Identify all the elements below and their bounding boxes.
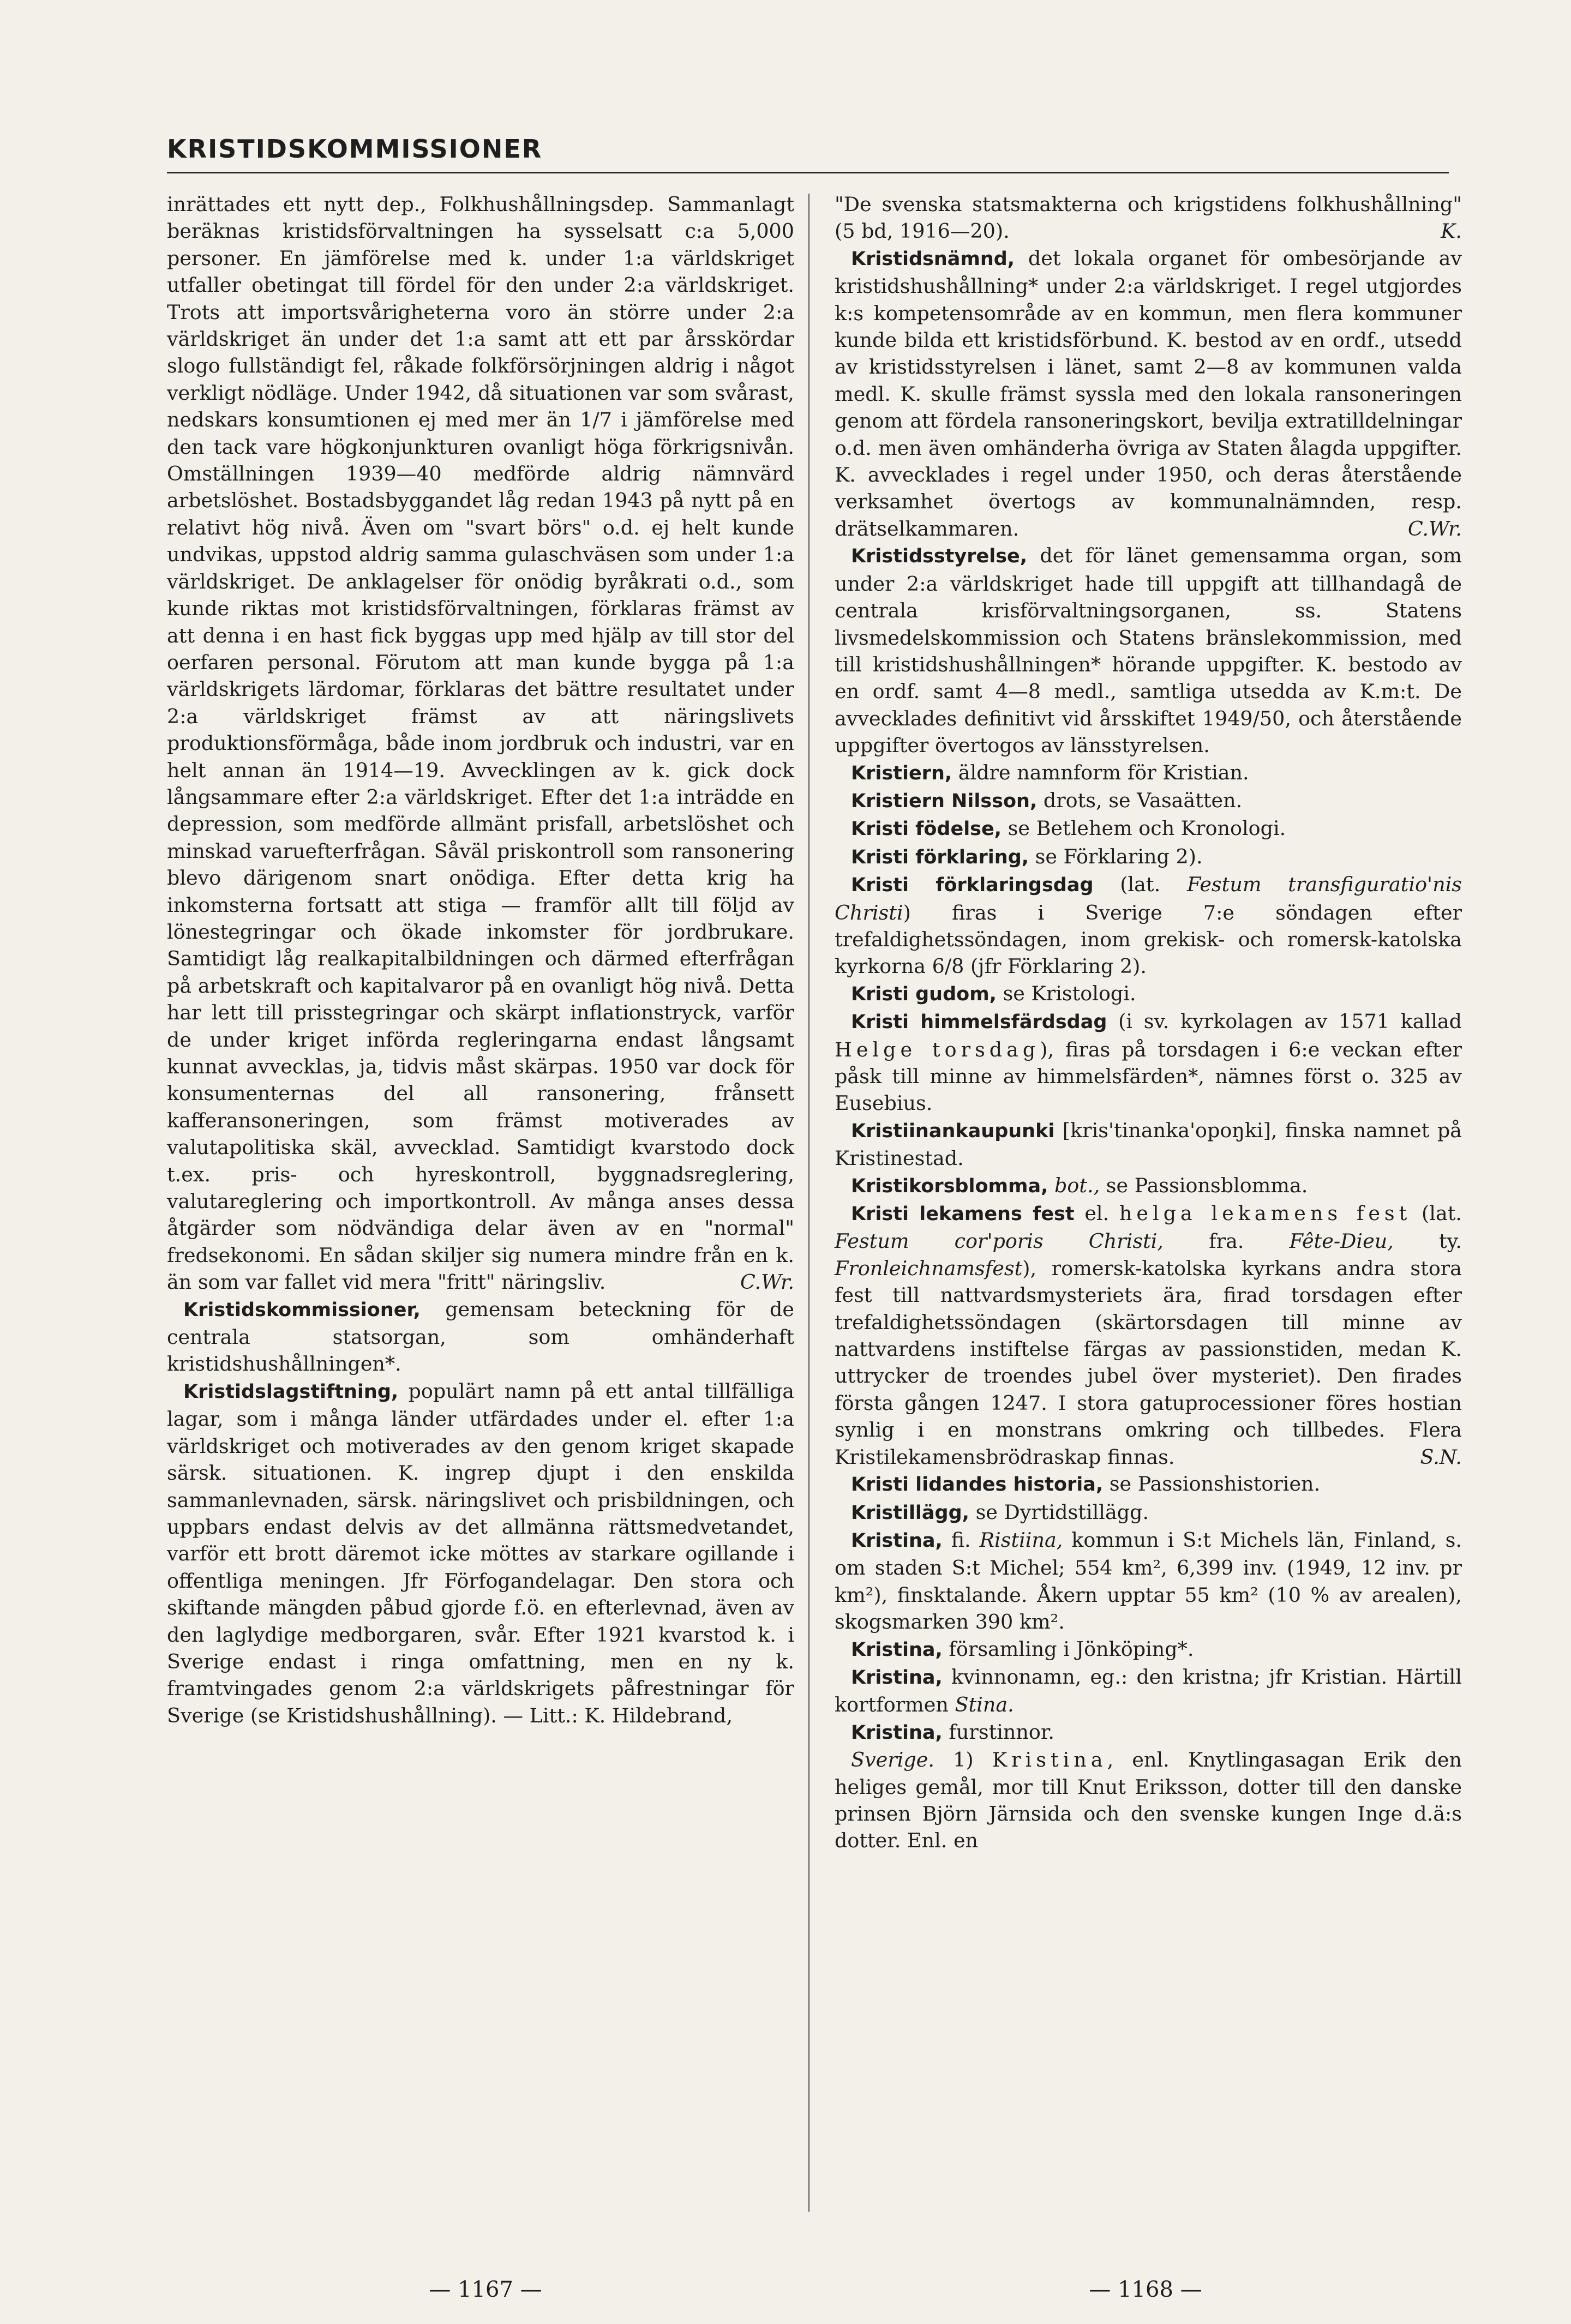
headword: Kristiinankaupunki: [851, 1120, 1055, 1142]
entry-kristiern-nilsson: [835, 787, 1462, 815]
entry-text: kommun i S:t Michels län, Finland, s. om staden S:t Michel; 554 km², 6,399 inv. (1949, 12 inv. pr km²), finsktalande. Åkern upptar 55 km² (10 % av arealen), skogsmarken 390 km².: [835, 1528, 1462, 1634]
entry-kristina-kommun: [835, 1527, 1462, 1636]
entry-text: se Betlehem och Kronologi.: [1002, 816, 1286, 840]
headword: Kristiern Nilsson,: [851, 790, 1038, 812]
headword: Kristi lekamens fest: [851, 1203, 1075, 1226]
entry-kristidskommissioner: [167, 1296, 794, 1378]
body-text: "De svenska statsmakterna och krigstidens folkhushållning" (5 bd, 1916—20).: [835, 193, 1462, 243]
entry-text: äldre namnform för Kristian.: [952, 760, 1249, 784]
entry-kristina-furstinnor: [835, 1719, 1462, 1746]
entry-kristikorsblomma: [835, 1172, 1462, 1200]
headword: Kristiern,: [851, 762, 952, 784]
entry-kristillagg: [835, 1499, 1462, 1527]
headword: Kristillägg,: [851, 1502, 969, 1524]
entry-text: fra.: [1164, 1229, 1290, 1253]
entry-text: ) firas i Sverige 7:e söndagen efter trefaldighetssöndagen, inom grekisk- och romersk-katolska kyrkorna 6/8 (jfr Förklaring 2).: [835, 900, 1462, 978]
headword: Kristina,: [851, 1666, 943, 1689]
headword: Kristidslagstiftning,: [183, 1380, 399, 1403]
spaced-term: helga lekamens fest: [1119, 1202, 1412, 1226]
column-divider: [808, 194, 810, 2212]
entry-text: gemensam beteckning för de centrala statsorgan, som omhänderhaft kristidshushållningen*.: [167, 1297, 794, 1376]
entry-text: se Kristologi.: [996, 981, 1136, 1005]
spaced-term: Kristina: [992, 1748, 1107, 1772]
entry-kristi-lekamens-fest: [835, 1200, 1462, 1470]
headword: Kristi förklaringsdag: [851, 874, 1094, 897]
headword: Kristi himmelsfärdsdag: [851, 1011, 1107, 1034]
entry-kristidsstyrelse: [835, 542, 1462, 759]
entry-kristina-forsamling: [835, 1636, 1462, 1664]
abbreviation: bot.,: [1048, 1173, 1100, 1197]
entry-text: drots, se Vasaätten.: [1037, 788, 1243, 812]
headword: Kristina,: [851, 1529, 943, 1552]
entry-text: furstinnor.: [942, 1720, 1054, 1744]
page-number-right: — 1168 —: [1089, 2277, 1202, 2302]
entry-kristiern: [835, 759, 1462, 787]
entry-text: kvinnonamn, eg.: den kristna; jfr Kristian. Härtill kortformen: [835, 1665, 1462, 1717]
entry-kristi-forklaringsdag: [835, 871, 1462, 980]
continued-paragraph: [167, 191, 794, 1296]
headword: Kristidskommissioner,: [183, 1299, 421, 1321]
entry-kristi-gudom: [835, 980, 1462, 1008]
entry-text: församling i Jönköping*.: [942, 1637, 1194, 1661]
headword: Kristi gudom,: [851, 983, 997, 1005]
entry-kristi-lidandes-historia: [835, 1470, 1462, 1498]
entry-text: 1): [934, 1748, 992, 1772]
entry-text: se Dyrtidstillägg.: [969, 1500, 1149, 1524]
entry-kristiinankaupunki: [835, 1117, 1462, 1172]
latin-term: Festum transfiguratio'nis Christi: [835, 873, 1462, 924]
entry-text: , enl. Knytlingasagan Erik den heliges gemål, mor till Knut Eriksson, dotter till den danske prinsen Björn Järnsida och den svenske kungen Inge d.ä:s dotter. Enl. en: [835, 1748, 1462, 1853]
entry-kristi-fodelse: [835, 815, 1462, 843]
author-signature: K.: [1441, 219, 1462, 243]
spaced-term: Helge torsdag: [835, 1037, 1040, 1061]
entry-text: se Passionshistorien.: [1103, 1472, 1321, 1496]
french-term: Fête-Dieu,: [1289, 1229, 1394, 1253]
entry-kristi-forklaring: [835, 843, 1462, 871]
entry-text: populärt namn på ett antal tillfälliga lagar, som i många länder utfärdades under el. efter 1:a världskriget och motiverades av den genom kriget skapade särsk. situationen. K. ingrep djupt i den enskilda sammanlevnaden, särsk. näringslivet och prisbildningen, och uppbars endast delvis av det allmänna rättsmedvetandet, varför ett brott däremot icke möttes av starkare ogillande i offentliga meningen. Jfr Förfogandelagar. Den stora och skiftande mängden påbud gjorde f.ö. en efterlevnad, även av den laglydige medborgaren, svår. Efter 1921 kvarstod k. i Sverige endast i ringa omfattning, men en ny k. framtvingades genom 2:a världskrigets påfrestningar för Sverige (se Kristidshushållning). — Litt.: K. Hildebrand,: [167, 1379, 794, 1727]
headword: Kristi förklaring,: [851, 846, 1029, 868]
entry-kristidslagstiftning: [167, 1378, 794, 1729]
entry-kristidsnamnd: [835, 245, 1462, 542]
entry-text: det för länet gemensamma organ, som under 2:a världskriget hade till uppgift att tillhandagå de centrala krisförvaltningsorganen, ss. Statens livsmedelskommission och Statens bränslekommission, med till kristidshushållningen* hörande uppgifter. K. bestodo av en ordf. samt 4—8 medl., samtliga utsedda av K.m:t. De avvecklades definitivt vid årsskiftet 1949/50, och återstående uppgifter övertogos av länsstyrelsen.: [835, 544, 1462, 758]
entry-kristina-sverige: [835, 1746, 1462, 1854]
latin-term: Festum cor'poris Christi,: [835, 1229, 1164, 1253]
entry-text: ), firas på torsdagen i 6:e veckan efter påsk till minne av himmelsfärden*, nämnes först o. 325 av Eusebius.: [835, 1037, 1462, 1115]
running-head: KRISTIDSKOMMISSIONER: [167, 134, 543, 164]
entry-text: (i sv. kyrkolagen av 1571 kallad: [1107, 1010, 1462, 1034]
entry-text: (lat.: [1411, 1202, 1462, 1226]
entry-text: [kris'tinanka'opoŋki], finska namnet på Kristinestad.: [835, 1118, 1462, 1170]
entry-kristi-himmelsfardsdag: [835, 1008, 1462, 1117]
continued-paragraph: [835, 191, 1462, 245]
finnish-term: Ristiina,: [979, 1528, 1063, 1552]
headword: Kristidsnämnd,: [851, 248, 1015, 270]
entry-text: se Förklaring 2).: [1029, 844, 1203, 868]
headword: Kristikorsblomma,: [851, 1175, 1048, 1197]
entry-text: det lokala organet för ombesörjande av kristidshushållning* under 2:a världskriget. I regel utgjordes k:s kompetensområde av en kommun, men flera kommuner kunde bilda ett kristidsförbund. K. bestod av en ordf., utsedd av kristidsstyrelsen i länet, samt 2—8 av kommunen valda medl. K. skulle främst syssla med den lokala ransoneringen genom att fördela ransoneringskort, bevilja extratilldelningar o.d. men även omhänderha övriga av Staten ålagda uppgifter. K. avvecklades i regel under 1950, och deras återstående verksamhet övertogs av kommunalnämnden, resp. drätselkammaren.: [835, 246, 1462, 541]
author-signature: S.N.: [1420, 1445, 1462, 1469]
headword: Kristi lidandes historia,: [851, 1474, 1104, 1496]
header-rule: [167, 172, 1449, 173]
entry-kristina-kvinnonamn: [835, 1664, 1462, 1719]
body-text: inrättades ett nytt dep., Folkhushållningsdep. Sammanlagt beräknas kristidsförvaltningen ha sysselsatt c:a 5,000 personer. En jämförelse med k. under 1:a världskriget utfaller obetingat till fördel för den under 2:a världskriget. Trots att importsvårigheterna voro än större under 2:a världskriget än under det 1:a samt att ett par årsskördar slogo fullständigt fel, råkade folkförsörjningen aldrig i något verkligt nödläge. Under 1942, då situationen var som svårast, nedskars konsumtionen ej med mer än 1/7 i jämförelse med den tack vare högkonjunkturen ovanligt höga förkrigsnivån. Omställningen 1939—40 medförde aldrig nämnvärd arbetslöshet. Bostadsbyggandet låg redan 1943 på nytt på en relativt hög nivå. Även om "svart börs" o.d. ej helt kunde undvikas, uppstod aldrig samma gulaschväsen som under 1:a världskriget. De anklagelser för onödig byråkrati o.d., som kunde riktas mot kristidsförvaltningen, förklaras främst av att denna i en hast fick byggas upp med hjälp av till stor del oerfaren personal. Förutom att man kunde bygga på 1:a världskrigets lärdomar, förklaras det bättre resultatet under 2:a världskriget främst av att näringslivets produktionsförmåga, både inom jordbruk och industri, var en helt annan än 1914—19. Avvecklingen av k. gick dock långsammare efter 2:a världskriget. Efter det 1:a inträdde en depression, som medförde allmänt prisfall, arbetslöshet och minskad varuefterfrågan. Såväl priskontroll som ransonering blevo därigenom snart onödiga. Efter detta krig ha inkomsterna fortsatt att stiga — framför allt till följd av lönestegringar och ökade inkomster för jordbrukare. Samtidigt låg realkapitalbildningen och därmed efterfrågan på arbetskraft och kapitalvaror på en ovanligt hög nivå. Detta har lett till prisstegringar och skärpt inflationstryck, varför de under kriget införda regleringarna endast långsamt kunnat avvecklas, ja, tidvis måst skärpas. 1950 var dock för konsumenternas del all ransonering, frånsett kafferansoneringen, som främst motiverades av valutapolitiska skäl, avvecklad. Samtidigt kvarstodo dock t.ex. pris- och hyreskontroll, byggnadsreglering, valutareglering och importkontroll. Av många anses dessa åtgärder som nödvändiga delar även av en "normal" fredsekonomi. En sådan skiljer sig numera mindre från en k. än som var fallet vid mera "fritt" näringsliv.: [167, 193, 794, 1294]
right-column: [835, 191, 1462, 1854]
entry-text: ty.: [1393, 1229, 1462, 1253]
entry-text: ), romersk-katolska kyrkans andra stora fest till nattvardsmysteriets ära, firad torsdagen efter trefaldighetssöndagen (skärtorsdagen till minne av nattvardens instiftelse färgas av passionstiden, medan K. uttrycker de troendes jubel över mysteriet). Den firades första gången 1247. I stora gatuprocessioner föres hostian synlig i en monstrans omkring och tillbedes. Flera Kristilekamensbrödraskap finnas.: [835, 1256, 1462, 1469]
author-signature: C.Wr.: [740, 1270, 794, 1294]
headword: Kristina,: [851, 1638, 943, 1661]
headword: Kristidsstyrelse,: [851, 545, 1028, 568]
short-form: Stina.: [955, 1693, 1014, 1717]
entry-text: se Passionsblomma.: [1100, 1173, 1308, 1197]
page-number-left: — 1167 —: [429, 2277, 542, 2302]
german-term: Fronleichnamsfest: [835, 1256, 1023, 1280]
subheading: Sverige.: [851, 1748, 934, 1772]
headword: Kristina,: [851, 1721, 943, 1744]
entry-text: el.: [1074, 1202, 1119, 1226]
entry-text: (lat.: [1093, 873, 1187, 897]
left-column: [167, 191, 794, 1729]
headword: Kristi födelse,: [851, 818, 1002, 840]
author-signature: C.Wr.: [1407, 517, 1462, 541]
entry-text: fi.: [942, 1528, 980, 1552]
